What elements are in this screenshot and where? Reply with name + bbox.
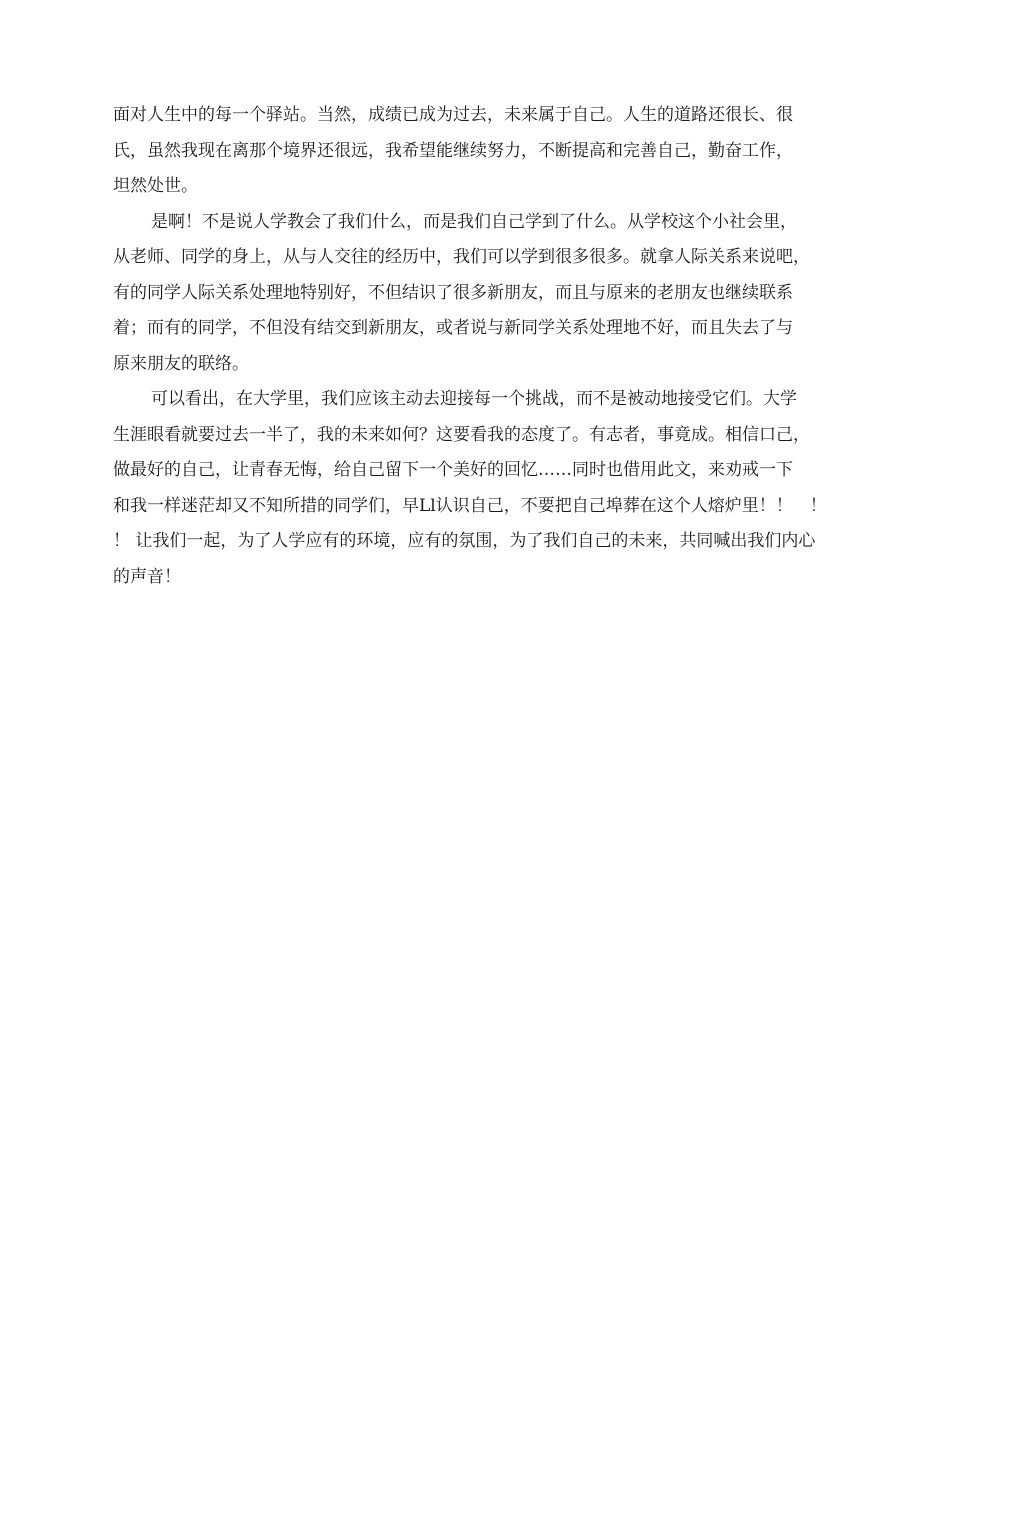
text-line: 从老师、同学的身上，从与人交往的经历中，我们可以学到很多很多。就拿人际关系来说吧， [113,247,810,267]
document-body [113,98,923,595]
text-line: 生涯眼看就要过去一半了，我的未来如何？这要看我的态度了。有志者，事竟成。相信口己， [113,424,810,445]
paragraph-first-line: 是啊！不是说人学教会了我们什么，而是我们自己学到了什么。从学校这个小社会里， [151,211,797,232]
text-line: 有的同学人际关系处理地特别好，不但结识了很多新朋友，而且与原来的老朋友也继续联系 [113,282,793,303]
text-line: 着；而有的同学，不但没有结交到新朋友，或者说与新同学关系处理地不好，而且失去了与 [113,318,793,338]
text-line: 的声音！ [113,566,181,587]
text-line: 面对人生中的每一个驿站。当然，成绩已成为过去，未来属于自己。人生的道路还很长、很 [113,105,793,125]
text-line: 坦然处世。 [113,176,198,196]
text-line: 和我一样迷茫却又不知所措的同学们，早Ll认识自己，不要把自己埠葬在这个人熔炉里！！ ！ [113,495,827,516]
text-line: 原来朋友的联络。 [113,353,249,374]
text-line: ！ 让我们一起，为了人学应有的环境，应有的氛围，为了我们自己的未来，共同喊出我们内心 [113,531,816,551]
text-line: 氏，虽然我现在离那个境界还很远，我希望能继续努力，不断提高和完善自己，勤奋工作， [113,140,793,161]
paragraph-first-line: 可以看出，在大学里，我们应该主动去迎接每一个挑战，而不是被动地接受它们。大学 [151,389,797,409]
text-line: 做最好的自己，让青春无悔，给自己留下一个美好的回忆……同时也借用此文，来劝戒一下 [113,460,793,480]
